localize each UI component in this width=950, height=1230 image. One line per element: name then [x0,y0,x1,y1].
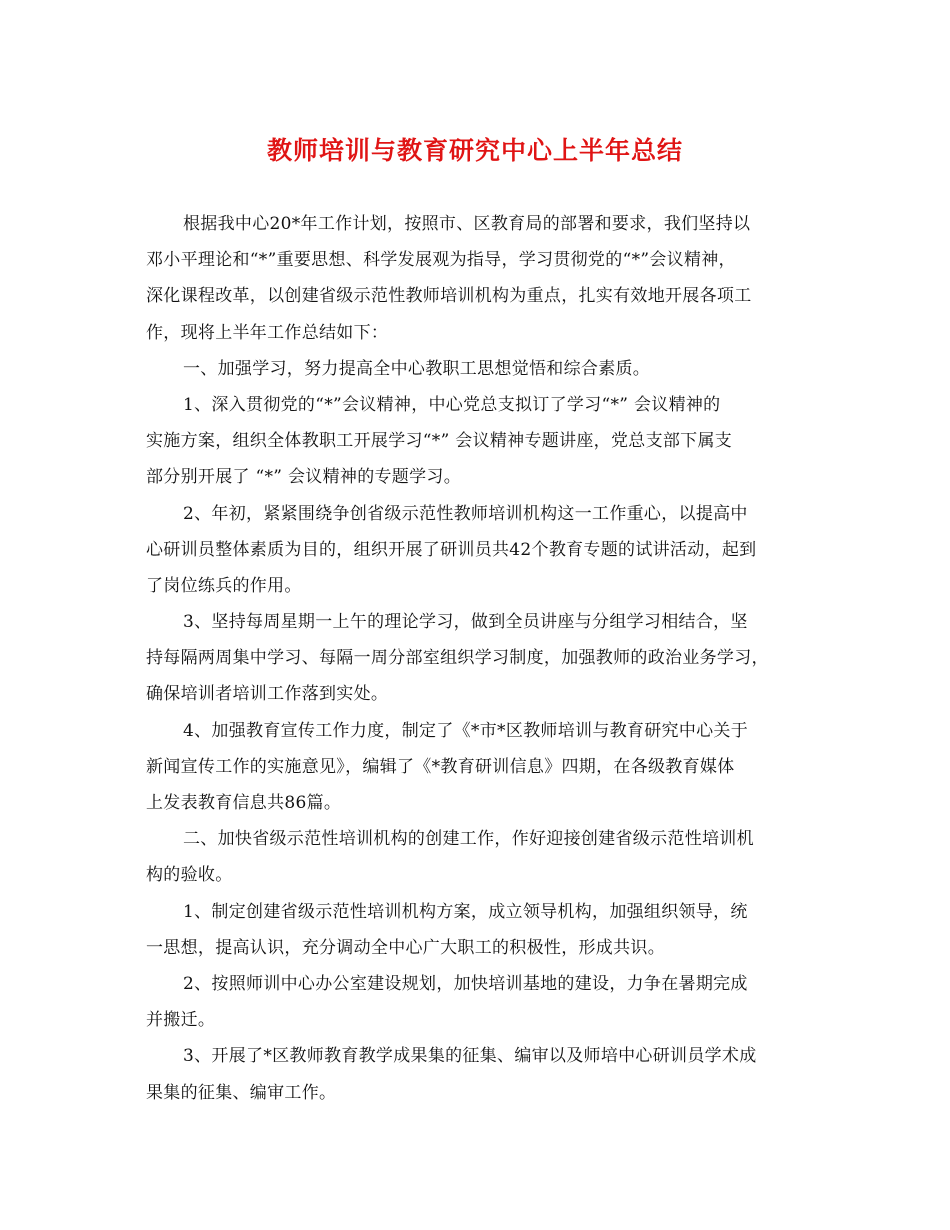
text-line: 1、制定创建省级示范性培训机构方案，成立领导机构，加强组织领导，统 [183,901,748,922]
text-line: 了岗位练兵的作用。 [146,575,302,596]
text-line: 作，现将上半年工作总结如下： [146,322,389,343]
text-line: 邓小平理论和“*”重要思想、科学发展观为指导，学习贯彻党的“*”会议精神， [146,250,736,271]
text-line: 确保培训者培训工作落到实处。 [146,684,389,705]
document-title: 教师培训与教育研究中心上半年总结 [266,136,683,165]
text-line: 深化课程改革，以创建省级示范性教师培训机构为重点，扎实有效地开展各项工 [146,286,752,307]
document-body [146,206,809,1111]
text-line: 2、按照师训中心办公室建设规划，加快培训基地的建设，力争在暑期完成 [183,973,748,994]
text-line: 并搬迁。 [146,1010,216,1031]
text-line: 3、开展了*区教师教育教学成果集的征集、编审以及师培中心研训员学术成 [183,1046,757,1067]
text-line: 部分别开展了 “*” 会议精神的专题学习。 [146,467,461,488]
text-line: 上发表教育信息共86篇。 [146,793,342,813]
text-line: 构的验收。 [146,865,233,886]
text-line: 3、坚持每周星期一上午的理论学习，做到全员讲座与分组学习相结合，坚 [183,612,748,633]
text-line: 根据我中心20*年工作计划，按照市、区教育局的部署和要求，我们坚持以 [183,214,751,234]
text-line: 新闻宣传工作的实施意见》，编辑了《*教育研训信息》四期，在各级教育媒体 [146,756,735,777]
text-line: 果集的征集、编审工作。 [146,1082,337,1103]
text-line: 一、加强学习，努力提高全中心教职工思想觉悟和综合素质。 [183,358,651,379]
text-line: 二、加快省级示范性培训机构的创建工作，作好迎接创建省级示范性培训机 [183,829,754,850]
text-line: 4、加强教育宣传工作力度，制定了《*市*区教师培训与教育研究中心关于 [183,720,749,741]
text-line: 2、年初，紧紧围绕争创省级示范性教师培训机构这一工作重心，以提高中 [183,503,748,524]
text-line: 实施方案，组织全体教职工开展学习“*” 会议精神专题讲座，党总支部下属支 [146,431,733,452]
text-line: 一思想，提高认识，充分调动全中心广大职工的积极性，形成共识。 [146,937,665,958]
text-line: 心研训员整体素质为目的，组织开展了研训员共42个教育专题的试讲活动，起到 [146,539,757,560]
text-line: 持每隔两周集中学习、每隔一周分部室组织学习制度，加强教师的政治业务学习， [146,648,769,669]
text-line: 1、深入贯彻党的“*”会议精神，中心党总支拟订了学习“*” 会议精神的 [183,394,721,415]
